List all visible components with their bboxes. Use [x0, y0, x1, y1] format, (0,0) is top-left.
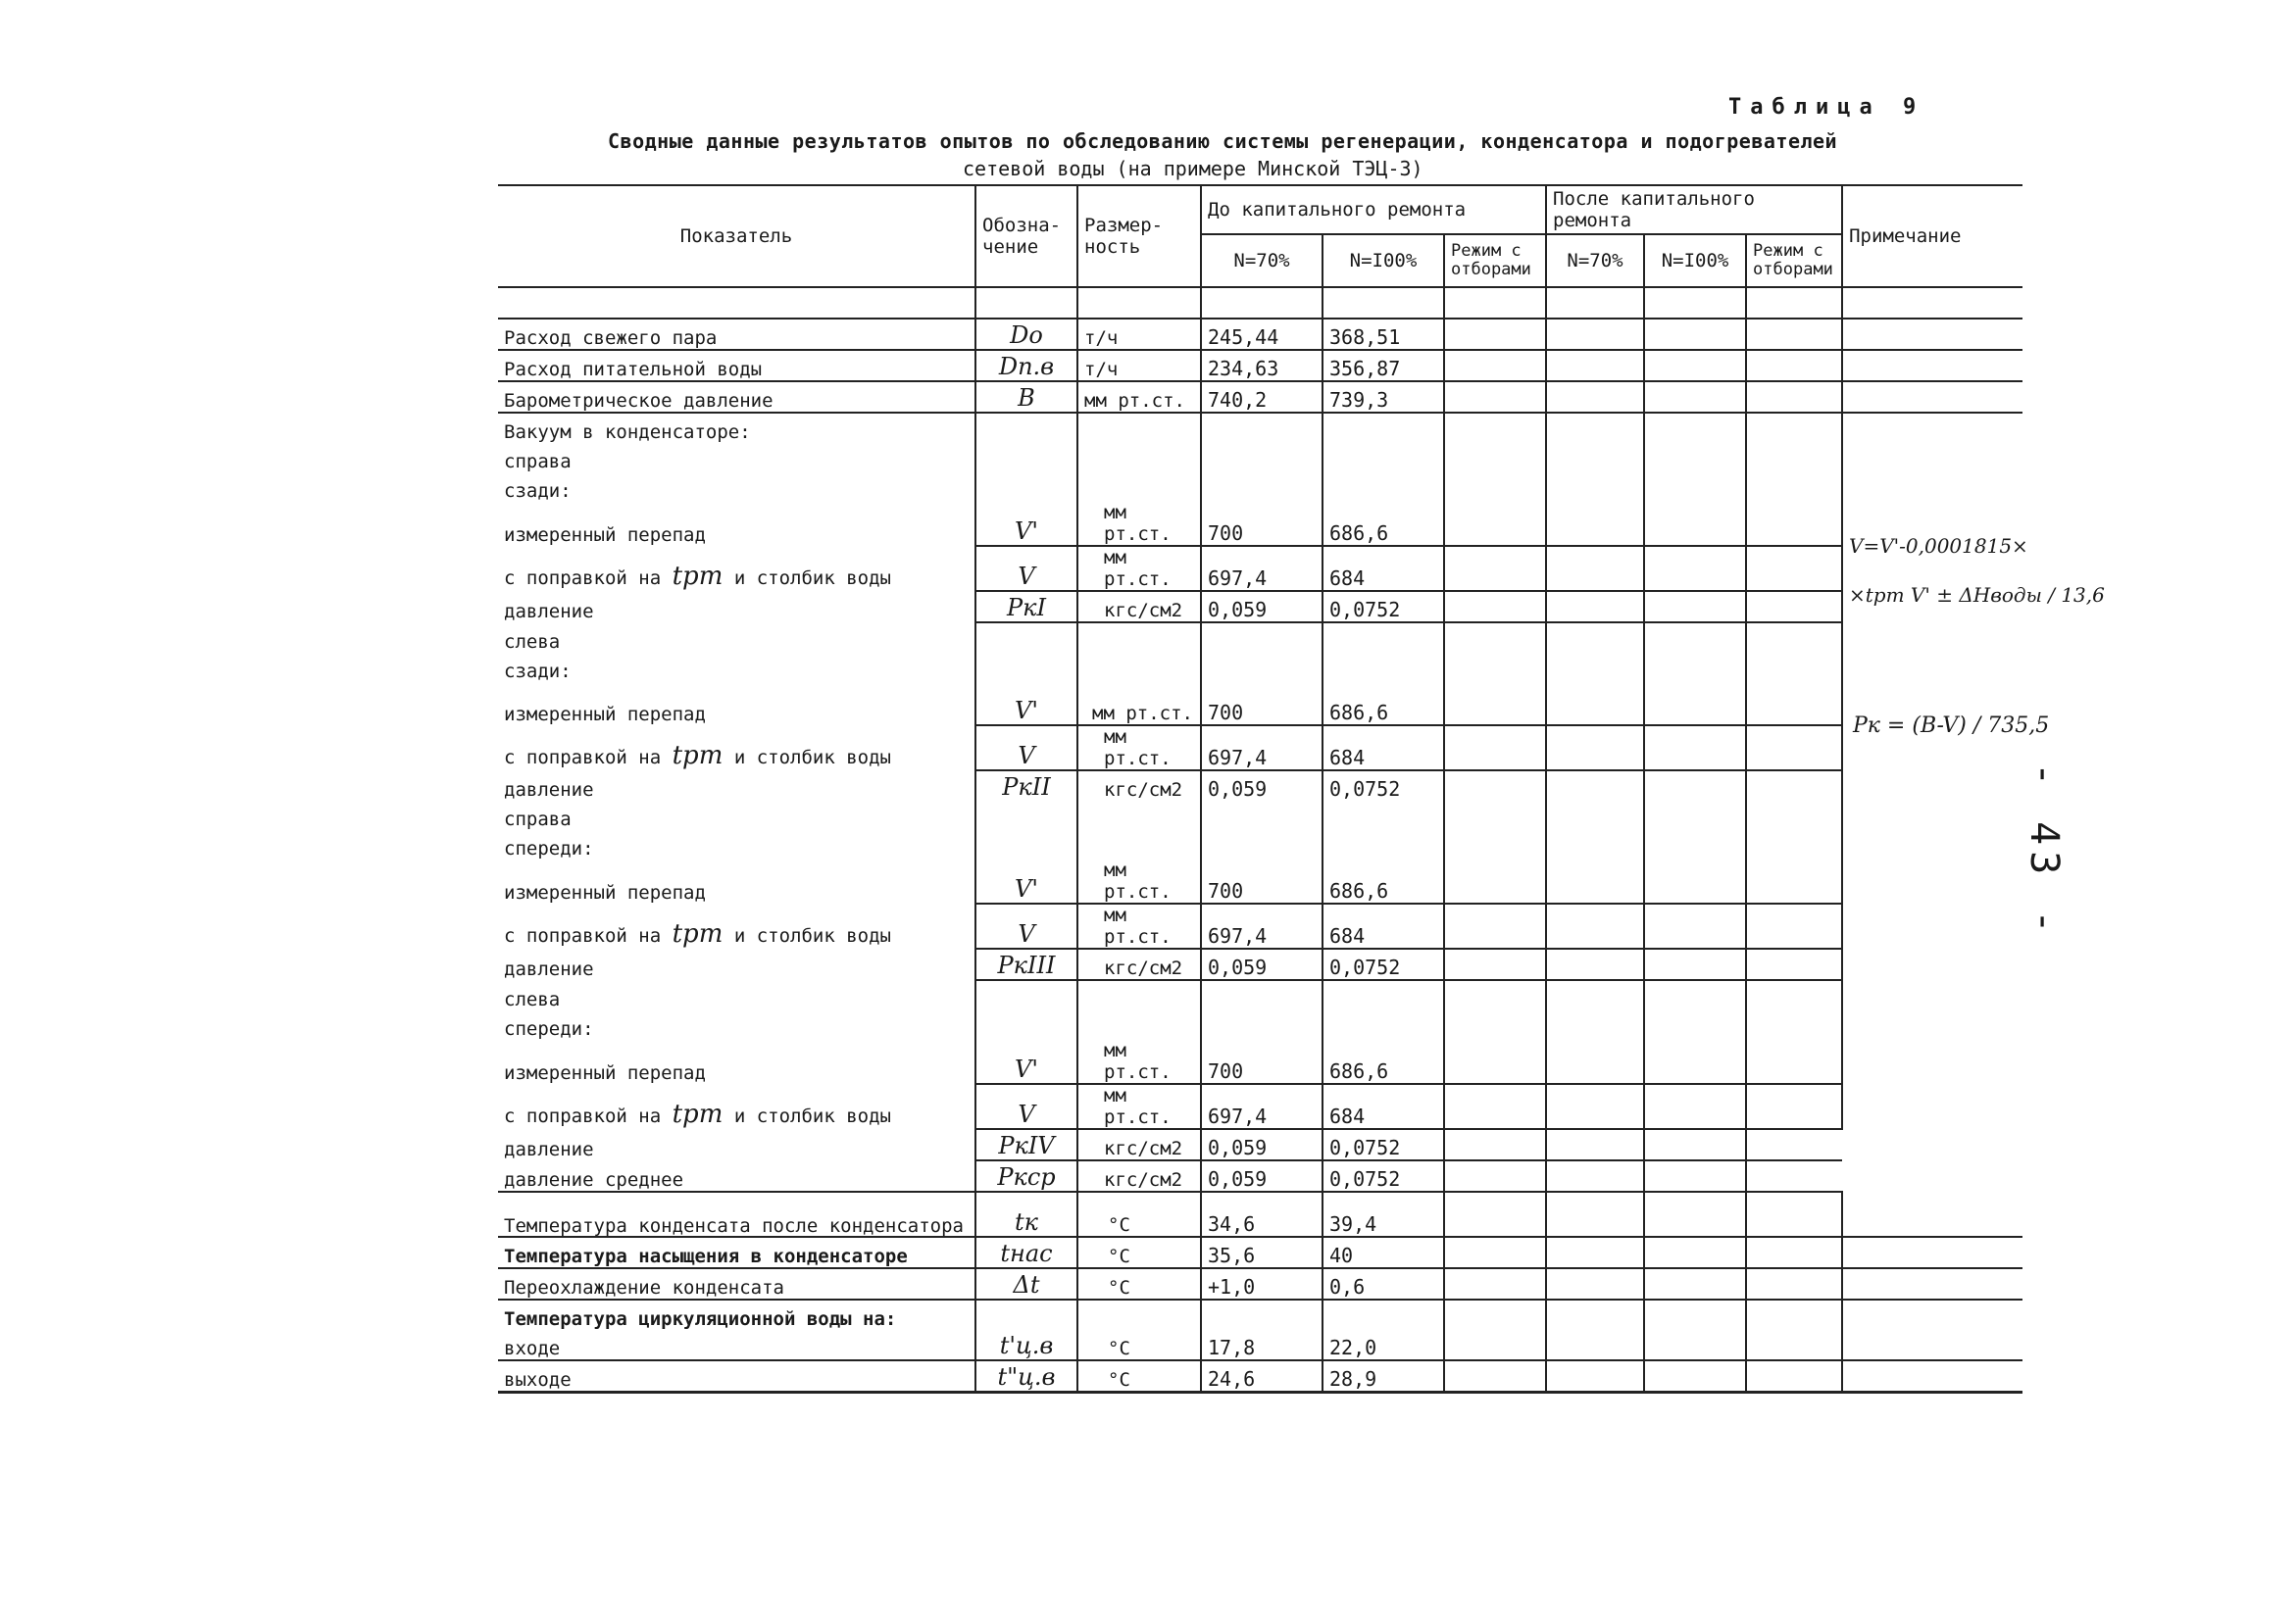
- value-n70: 245,44: [1201, 319, 1323, 350]
- section-row: [498, 1300, 2022, 1330]
- col-note: Примечание: [1842, 185, 2022, 287]
- value-n70: +1,0: [1201, 1268, 1323, 1300]
- row-label-text: с поправкой на: [504, 925, 662, 947]
- note-cell: [1842, 622, 2022, 1129]
- row-symbol: V: [975, 546, 1077, 591]
- table-row: [498, 1084, 2022, 1129]
- row-symbol: V: [975, 725, 1077, 770]
- table-row: [498, 1192, 2022, 1237]
- value-n100: 0,0752: [1323, 1129, 1444, 1160]
- trt-symbol: tрт: [672, 1100, 724, 1129]
- row-label: Переохлаждение конденсата: [498, 1268, 975, 1300]
- value-n70: 35,6: [1201, 1237, 1323, 1268]
- col-after-n100: N=I00%: [1644, 234, 1746, 287]
- col-before-mode: Режим с отборами: [1444, 234, 1546, 287]
- section-label: Вакуум в конденсаторе:: [498, 413, 975, 443]
- row-symbol: V': [975, 502, 1077, 546]
- page-number: - 43 -: [2021, 762, 2067, 940]
- group-label: спереди:: [498, 830, 975, 860]
- row-label: Расход свежего пара: [498, 319, 975, 350]
- table-row: [498, 1040, 2022, 1084]
- table-row: [498, 381, 2022, 413]
- row-label: [498, 546, 975, 591]
- table-row: [498, 319, 2022, 350]
- value-n100: 684: [1323, 904, 1444, 949]
- row-label-text: с поправкой на: [504, 747, 662, 768]
- row-symbol: V': [975, 860, 1077, 904]
- row-unit: кгс/см2: [1077, 949, 1201, 980]
- value-n100: 0,0752: [1323, 770, 1444, 801]
- value-n100: 686,6: [1323, 502, 1444, 546]
- row-unit: мм рт.ст.: [1077, 725, 1201, 770]
- value-n70: 0,059: [1201, 1129, 1323, 1160]
- value-n100: 684: [1323, 1084, 1444, 1129]
- row-unit: мм рт.ст.: [1077, 502, 1201, 546]
- value-n70: 0,059: [1201, 770, 1323, 801]
- value-n70: 700: [1201, 1040, 1323, 1084]
- row-unit: мм рт.ст.: [1077, 381, 1201, 413]
- table-row: [498, 546, 2022, 591]
- value-n100: 739,3: [1323, 381, 1444, 413]
- row-symbol: PкII: [975, 770, 1077, 801]
- value-n100: 39,4: [1323, 1192, 1444, 1237]
- row-symbol: Δt: [975, 1268, 1077, 1300]
- row-symbol: Pкср: [975, 1160, 1077, 1192]
- row-label: давление: [498, 949, 975, 980]
- row-symbol: V: [975, 904, 1077, 949]
- value-n100: 356,87: [1323, 350, 1444, 381]
- row-label: давление среднее: [498, 1160, 975, 1192]
- value-n70: 697,4: [1201, 546, 1323, 591]
- value-n100: 684: [1323, 725, 1444, 770]
- row-symbol: tк: [975, 1192, 1077, 1237]
- table-row: [498, 1330, 2022, 1360]
- table-row: [498, 1268, 2022, 1300]
- row-symbol: t"ц.в: [975, 1360, 1077, 1393]
- trt-symbol: tрт: [672, 562, 724, 591]
- row-symbol: V': [975, 1040, 1077, 1084]
- row-unit: т/ч: [1077, 350, 1201, 381]
- table-row: [498, 502, 2022, 546]
- value-n100: 28,9: [1323, 1360, 1444, 1393]
- col-after-repair: После капитального ремонта: [1546, 185, 1842, 234]
- group-label: справа: [498, 443, 975, 472]
- row-label: Расход питательной воды: [498, 350, 975, 381]
- row-label: давление: [498, 591, 975, 622]
- value-n100: 686,6: [1323, 682, 1444, 725]
- row-unit: кгс/см2: [1077, 591, 1201, 622]
- value-n100: 0,0752: [1323, 591, 1444, 622]
- group-label: слева: [498, 622, 975, 653]
- row-unit: °C: [1077, 1330, 1201, 1360]
- value-n70: 740,2: [1201, 381, 1323, 413]
- value-n70: 0,059: [1201, 949, 1323, 980]
- row-unit: кгс/см2: [1077, 1129, 1201, 1160]
- col-before-repair: До капитального ремонта: [1201, 185, 1546, 234]
- value-n100: 686,6: [1323, 860, 1444, 904]
- row-unit: мм рт.ст.: [1077, 1040, 1201, 1084]
- table-row: [498, 682, 2022, 725]
- section-row: [498, 413, 2022, 443]
- row-symbol: Dо: [975, 319, 1077, 350]
- row-label: измеренный перепад: [498, 502, 975, 546]
- row-label: [498, 904, 975, 949]
- results-table: [498, 184, 2022, 1394]
- row-unit: мм рт.ст.: [1077, 860, 1201, 904]
- row-symbol: B: [975, 381, 1077, 413]
- note-formula-vacuum-1: V=V'-0,0001815×: [1849, 534, 2028, 558]
- value-n100: 0,0752: [1323, 949, 1444, 980]
- value-n100: 22,0: [1323, 1330, 1444, 1360]
- row-label: давление: [498, 1129, 975, 1160]
- table-row: [498, 904, 2022, 949]
- row-label: [498, 1084, 975, 1129]
- value-n100: 684: [1323, 546, 1444, 591]
- row-symbol: PкI: [975, 591, 1077, 622]
- row-unit: °C: [1077, 1360, 1201, 1393]
- table-row: [498, 725, 2022, 770]
- value-n100: 40: [1323, 1237, 1444, 1268]
- table-row: [498, 350, 2022, 381]
- value-n70: 0,059: [1201, 1160, 1323, 1192]
- row-label: измеренный перепад: [498, 1040, 975, 1084]
- row-unit: мм рт.ст.: [1077, 904, 1201, 949]
- table-number: Таблица 9: [1728, 95, 1925, 120]
- row-label: давление: [498, 770, 975, 801]
- table-row: [498, 860, 2022, 904]
- table-row: [498, 591, 2022, 622]
- row-unit: кгс/см2: [1077, 770, 1201, 801]
- col-after-mode: Режим с отборами: [1746, 234, 1842, 287]
- value-n70: 700: [1201, 502, 1323, 546]
- group-label: сзади:: [498, 472, 975, 502]
- row-label-tail: и столбик воды: [733, 747, 891, 768]
- value-n70: 700: [1201, 682, 1323, 725]
- row-unit: °C: [1077, 1268, 1201, 1300]
- row-unit: °C: [1077, 1192, 1201, 1237]
- row-unit: мм рт.ст.: [1077, 682, 1201, 725]
- row-symbol: t'ц.в: [975, 1330, 1077, 1360]
- value-n70: 24,6: [1201, 1360, 1323, 1393]
- value-n100: 0,0752: [1323, 1160, 1444, 1192]
- row-symbol: Dп.в: [975, 350, 1077, 381]
- row-symbol: PкIV: [975, 1129, 1077, 1160]
- table-row: [498, 1129, 2022, 1160]
- col-indicator: Показатель: [498, 185, 975, 287]
- table-row: [498, 1237, 2022, 1268]
- row-label-text: с поправкой на: [504, 567, 662, 589]
- row-symbol: PкIII: [975, 949, 1077, 980]
- row-unit: т/ч: [1077, 319, 1201, 350]
- value-n70: 697,4: [1201, 725, 1323, 770]
- value-n100: 0,6: [1323, 1268, 1444, 1300]
- value-n70: 0,059: [1201, 591, 1323, 622]
- row-label: Температура насыщения в конденсаторе: [498, 1237, 975, 1268]
- value-n100: 368,51: [1323, 319, 1444, 350]
- row-label: [498, 725, 975, 770]
- col-symbol: Обозна-чение: [975, 185, 1077, 287]
- row-label-tail: и столбик воды: [733, 567, 891, 589]
- trt-symbol: tрт: [672, 919, 724, 949]
- value-n70: 697,4: [1201, 904, 1323, 949]
- trt-symbol: tрт: [672, 741, 724, 770]
- col-before-n100: N=I00%: [1323, 234, 1444, 287]
- table-row: [498, 1360, 2022, 1393]
- row-symbol: V: [975, 1084, 1077, 1129]
- row-label-tail: и столбик воды: [733, 925, 891, 947]
- row-unit: мм рт.ст.: [1077, 546, 1201, 591]
- row-unit: кгс/см2: [1077, 1160, 1201, 1192]
- table-title-line1: Сводные данные результатов опытов по обследованию системы регенерации, конденсатора и подогревателей: [608, 129, 1838, 153]
- value-n70: 700: [1201, 860, 1323, 904]
- value-n70: 697,4: [1201, 1084, 1323, 1129]
- section-label: Температура циркуляционной воды на:: [498, 1300, 975, 1330]
- row-symbol: tнас: [975, 1237, 1077, 1268]
- table-row: [498, 770, 2022, 801]
- row-unit: мм рт.ст.: [1077, 1084, 1201, 1129]
- value-n70: 34,6: [1201, 1192, 1323, 1237]
- value-n100: 686,6: [1323, 1040, 1444, 1084]
- value-n70: 17,8: [1201, 1330, 1323, 1360]
- note-formula-pressure: Pк = (B-V) / 735,5: [1853, 713, 2050, 738]
- row-label: входе: [498, 1330, 975, 1360]
- col-unit: Размер-ность: [1077, 185, 1201, 287]
- group-label: слева: [498, 980, 975, 1010]
- table-row: [498, 1160, 2022, 1192]
- table-row: [498, 949, 2022, 980]
- row-label-tail: и столбик воды: [733, 1106, 891, 1127]
- row-label: измеренный перепад: [498, 682, 975, 725]
- group-label: справа: [498, 801, 975, 830]
- row-label: измеренный перепад: [498, 860, 975, 904]
- row-label: Температура конденсата после конденсатора: [498, 1192, 975, 1237]
- group-label: спереди:: [498, 1010, 975, 1040]
- col-after-n70: N=70%: [1546, 234, 1644, 287]
- col-before-n70: N=70%: [1201, 234, 1323, 287]
- value-n70: 234,63: [1201, 350, 1323, 381]
- table-title-line2: сетевой воды (на примере Минской ТЭЦ-3): [963, 157, 1423, 180]
- row-unit: °C: [1077, 1237, 1201, 1268]
- group-label: сзади:: [498, 653, 975, 682]
- row-label-text: с поправкой на: [504, 1106, 662, 1127]
- row-label: выходе: [498, 1360, 975, 1393]
- note-formula-vacuum-2: ×tрт V' ± ΔHводы / 13,6: [1849, 583, 2105, 607]
- row-symbol: V': [975, 682, 1077, 725]
- row-label: Барометрическое давление: [498, 381, 975, 413]
